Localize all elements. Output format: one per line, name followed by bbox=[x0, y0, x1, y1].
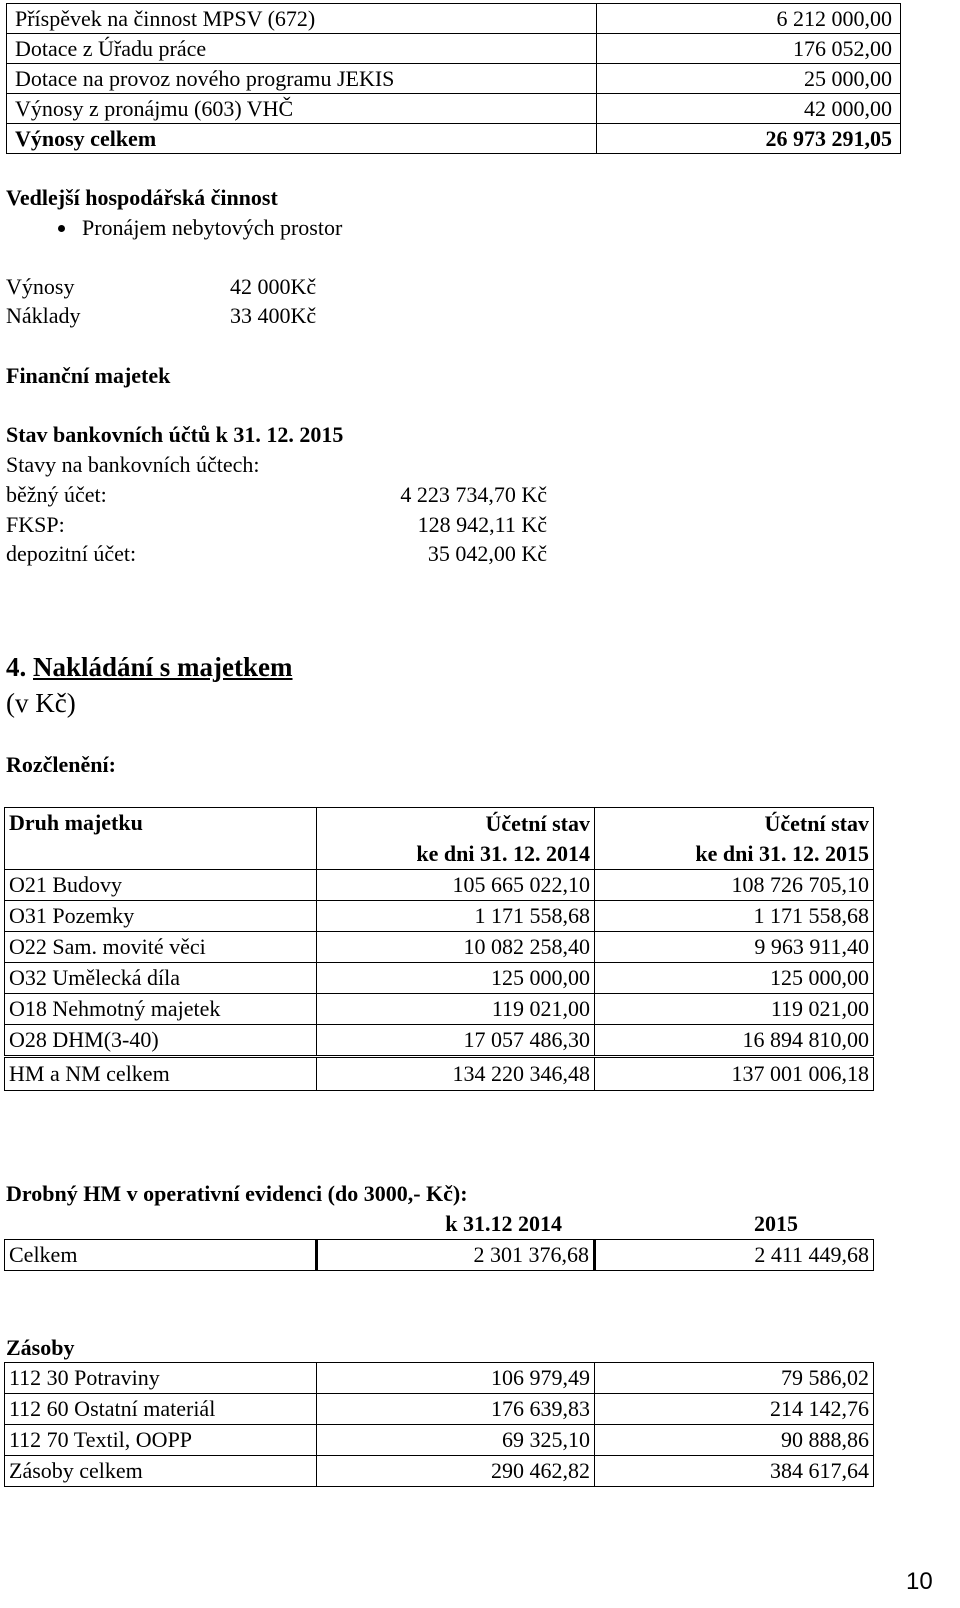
bullet-icon bbox=[58, 225, 65, 232]
table-row-total bbox=[7, 124, 901, 154]
value-2015: 214 142,76 bbox=[595, 1394, 874, 1425]
row-label: 112 70 Textil, OOPP bbox=[5, 1425, 317, 1456]
cost-value: 33 400Kč bbox=[230, 303, 317, 328]
column-header-2014 bbox=[317, 808, 595, 870]
asset-table bbox=[4, 807, 874, 1091]
breakdown-label: Rozčlenění: bbox=[6, 752, 116, 777]
header-line: Účetní stav bbox=[485, 810, 590, 836]
value-2015: 9 963 911,40 bbox=[595, 932, 874, 963]
bank-accounts-heading: Stav bankovních účtů k 31. 12. 2015 bbox=[6, 422, 344, 447]
value-2015: 137 001 006,18 bbox=[595, 1057, 874, 1091]
value-2015: 79 586,02 bbox=[595, 1363, 874, 1394]
bank-accounts-intro: Stavy na bankovních účtech: bbox=[6, 452, 260, 477]
financial-heading: Finanční majetek bbox=[6, 363, 171, 388]
table-row-total bbox=[5, 1456, 874, 1487]
value-2014: 176 639,83 bbox=[317, 1394, 595, 1425]
table-row bbox=[7, 64, 901, 94]
table-row bbox=[5, 1425, 874, 1456]
value-2014: 134 220 346,48 bbox=[317, 1057, 595, 1091]
table-row bbox=[5, 1025, 874, 1057]
value-2015: 2 411 449,68 bbox=[595, 1240, 874, 1271]
row-label: O18 Nehmotný majetek bbox=[5, 994, 317, 1025]
side-activity-bullet-text: Pronájem nebytových prostor bbox=[82, 215, 343, 240]
account-value: 35 042,00 Kč bbox=[427, 541, 547, 566]
small-assets-table bbox=[4, 1239, 874, 1271]
section-number: 4. bbox=[6, 652, 27, 682]
row-label: Dotace z Úřadu práce bbox=[7, 34, 597, 64]
section-heading bbox=[6, 652, 293, 683]
account-value: 4 223 734,70 Kč bbox=[400, 482, 547, 507]
value-2015: 125 000,00 bbox=[595, 963, 874, 994]
row-value: 176 052,00 bbox=[597, 34, 901, 64]
account-label: běžný účet: bbox=[6, 482, 107, 507]
table-row bbox=[5, 1394, 874, 1425]
row-label: O22 Sam. movité věci bbox=[5, 932, 317, 963]
table-row bbox=[5, 932, 874, 963]
table-row-total bbox=[5, 1057, 874, 1091]
side-activity-heading: Vedlejší hospodářská činnost bbox=[6, 185, 278, 210]
table-row bbox=[7, 94, 901, 124]
table-header-row bbox=[5, 808, 874, 870]
row-label: 112 30 Potraviny bbox=[5, 1363, 317, 1394]
value-2014: 290 462,82 bbox=[317, 1456, 595, 1487]
table-row bbox=[5, 1240, 874, 1271]
row-value: 42 000,00 bbox=[597, 94, 901, 124]
table-row bbox=[5, 870, 874, 901]
row-label: O21 Budovy bbox=[5, 870, 317, 901]
stock-heading: Zásoby bbox=[6, 1335, 75, 1360]
small-assets-col-2015: 2015 bbox=[754, 1211, 798, 1236]
row-label: Příspěvek na činnost MPSV (672) bbox=[7, 4, 597, 34]
value-2015: 384 617,64 bbox=[595, 1456, 874, 1487]
value-2015: 1 171 558,68 bbox=[595, 901, 874, 932]
row-value: 25 000,00 bbox=[597, 64, 901, 94]
row-label: Celkem bbox=[5, 1240, 317, 1271]
page-number: 10 bbox=[906, 1568, 933, 1595]
revenue-value: 42 000Kč bbox=[230, 274, 317, 299]
row-label: Dotace na provoz nového programu JEKIS bbox=[7, 64, 597, 94]
account-value: 128 942,11 Kč bbox=[417, 512, 547, 537]
row-label: Výnosy z pronájmu (603) VHČ bbox=[7, 94, 597, 124]
row-label: O31 Pozemky bbox=[5, 901, 317, 932]
table-row bbox=[5, 963, 874, 994]
value-2014: 2 301 376,68 bbox=[317, 1240, 595, 1271]
row-label: O28 DHM(3-40) bbox=[5, 1025, 317, 1057]
row-label: O32 Umělecká díla bbox=[5, 963, 317, 994]
value-2015: 16 894 810,00 bbox=[595, 1025, 874, 1057]
value-2014: 106 979,49 bbox=[317, 1363, 595, 1394]
small-assets-heading: Drobný HM v operativní evidenci (do 3000,- Kč): bbox=[6, 1181, 468, 1206]
value-2014: 69 325,10 bbox=[317, 1425, 595, 1456]
section-title: Nakládání s majetkem bbox=[33, 652, 293, 682]
value-2014: 10 082 258,40 bbox=[317, 932, 595, 963]
value-2014: 1 171 558,68 bbox=[317, 901, 595, 932]
revenue-label: Výnosy bbox=[6, 274, 75, 299]
table-row bbox=[5, 994, 874, 1025]
column-header-type: Druh majetku bbox=[5, 808, 317, 870]
value-2014: 105 665 022,10 bbox=[317, 870, 595, 901]
account-label: depozitní účet: bbox=[6, 541, 137, 566]
value-2014: 119 021,00 bbox=[317, 994, 595, 1025]
table-row bbox=[7, 34, 901, 64]
row-label: Výnosy celkem bbox=[7, 124, 597, 154]
income-table bbox=[6, 3, 901, 154]
row-value: 6 212 000,00 bbox=[597, 4, 901, 34]
value-2015: 119 021,00 bbox=[595, 994, 874, 1025]
account-label: FKSP: bbox=[6, 512, 65, 537]
small-assets-col-2014: k 31.12 2014 bbox=[445, 1211, 562, 1236]
value-2015: 108 726 705,10 bbox=[595, 870, 874, 901]
row-label: Zásoby celkem bbox=[5, 1456, 317, 1487]
column-header-2015 bbox=[595, 808, 874, 870]
table-row bbox=[7, 4, 901, 34]
header-line: ke dni 31. 12. 2014 bbox=[416, 840, 590, 866]
stock-table bbox=[4, 1362, 874, 1487]
table-row bbox=[5, 901, 874, 932]
section-unit: (v Kč) bbox=[6, 688, 76, 718]
header-line: ke dni 31. 12. 2015 bbox=[695, 840, 869, 866]
row-value: 26 973 291,05 bbox=[597, 124, 901, 154]
value-2014: 125 000,00 bbox=[317, 963, 595, 994]
header-line: Účetní stav bbox=[764, 810, 869, 836]
cost-label: Náklady bbox=[6, 303, 81, 328]
value-2014: 17 057 486,30 bbox=[317, 1025, 595, 1057]
table-row bbox=[5, 1363, 874, 1394]
row-label: 112 60 Ostatní materiál bbox=[5, 1394, 317, 1425]
value-2015: 90 888,86 bbox=[595, 1425, 874, 1456]
row-label: HM a NM celkem bbox=[5, 1057, 317, 1091]
